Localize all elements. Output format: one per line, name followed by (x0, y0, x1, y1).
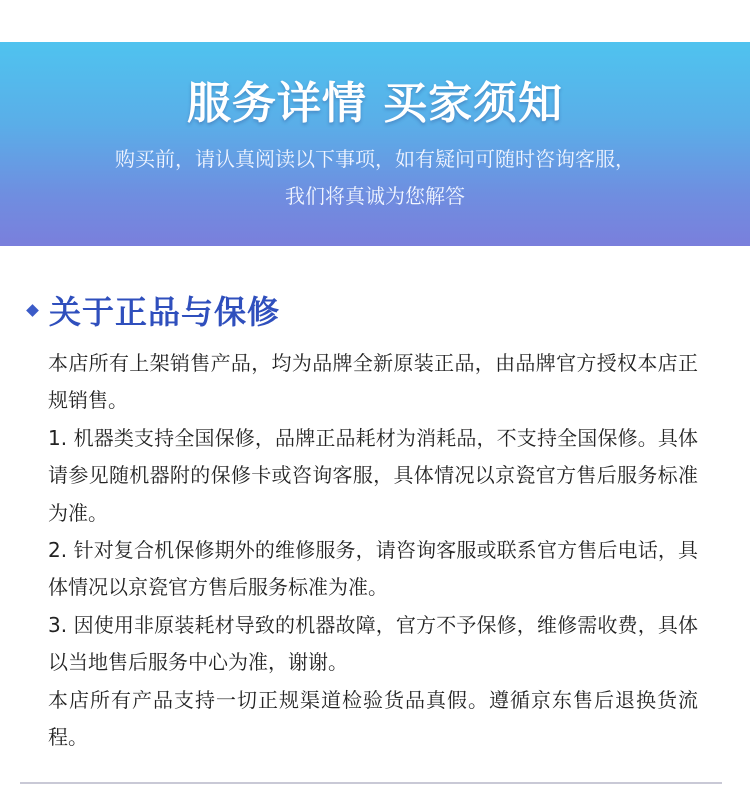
banner-subtitle-line-2: 我们将真诚为您解答 (285, 184, 465, 208)
banner-title: 服务详情 买家须知 (186, 78, 564, 129)
paragraph-item-3: 3. 因使用非原装耗材导致的机器故障，官方不予保修，维修需收费，具体以当地售后服务中心为准，谢谢。 (48, 612, 698, 675)
banner-subtitle-line-1: 购买前，请认真阅读以下事项，如有疑问可随时咨询客服， (115, 147, 635, 171)
section-heading-text: 关于正品与保修 (49, 293, 281, 331)
section-body (48, 345, 698, 756)
paragraph-closing: 本店所有产品支持一切正规渠道检验货品真假。遵循京东售后退换货流程。 (48, 687, 698, 750)
bottom-divider (20, 782, 722, 784)
paragraph-item-1: 1. 机器类支持全国保修，品牌正品耗材为消耗品，不支持全国保修。具体请参见随机器附的保修卡或咨询客服，具体情况以京瓷官方售后服务标准为准。 (48, 425, 698, 525)
header-banner (0, 42, 750, 246)
diamond-icon (26, 304, 39, 317)
paragraph-item-2: 2. 针对复合机保修期外的维修服务，请咨询客服或联系官方售后电话，具体情况以京瓷官方售后服务标准为准。 (48, 538, 698, 600)
section-genuine-warranty (24, 288, 724, 332)
section-heading (24, 288, 724, 332)
paragraph-intro: 本店所有上架销售产品，均为品牌全新原装正品，由品牌官方授权本店正规销售。 (48, 351, 698, 413)
